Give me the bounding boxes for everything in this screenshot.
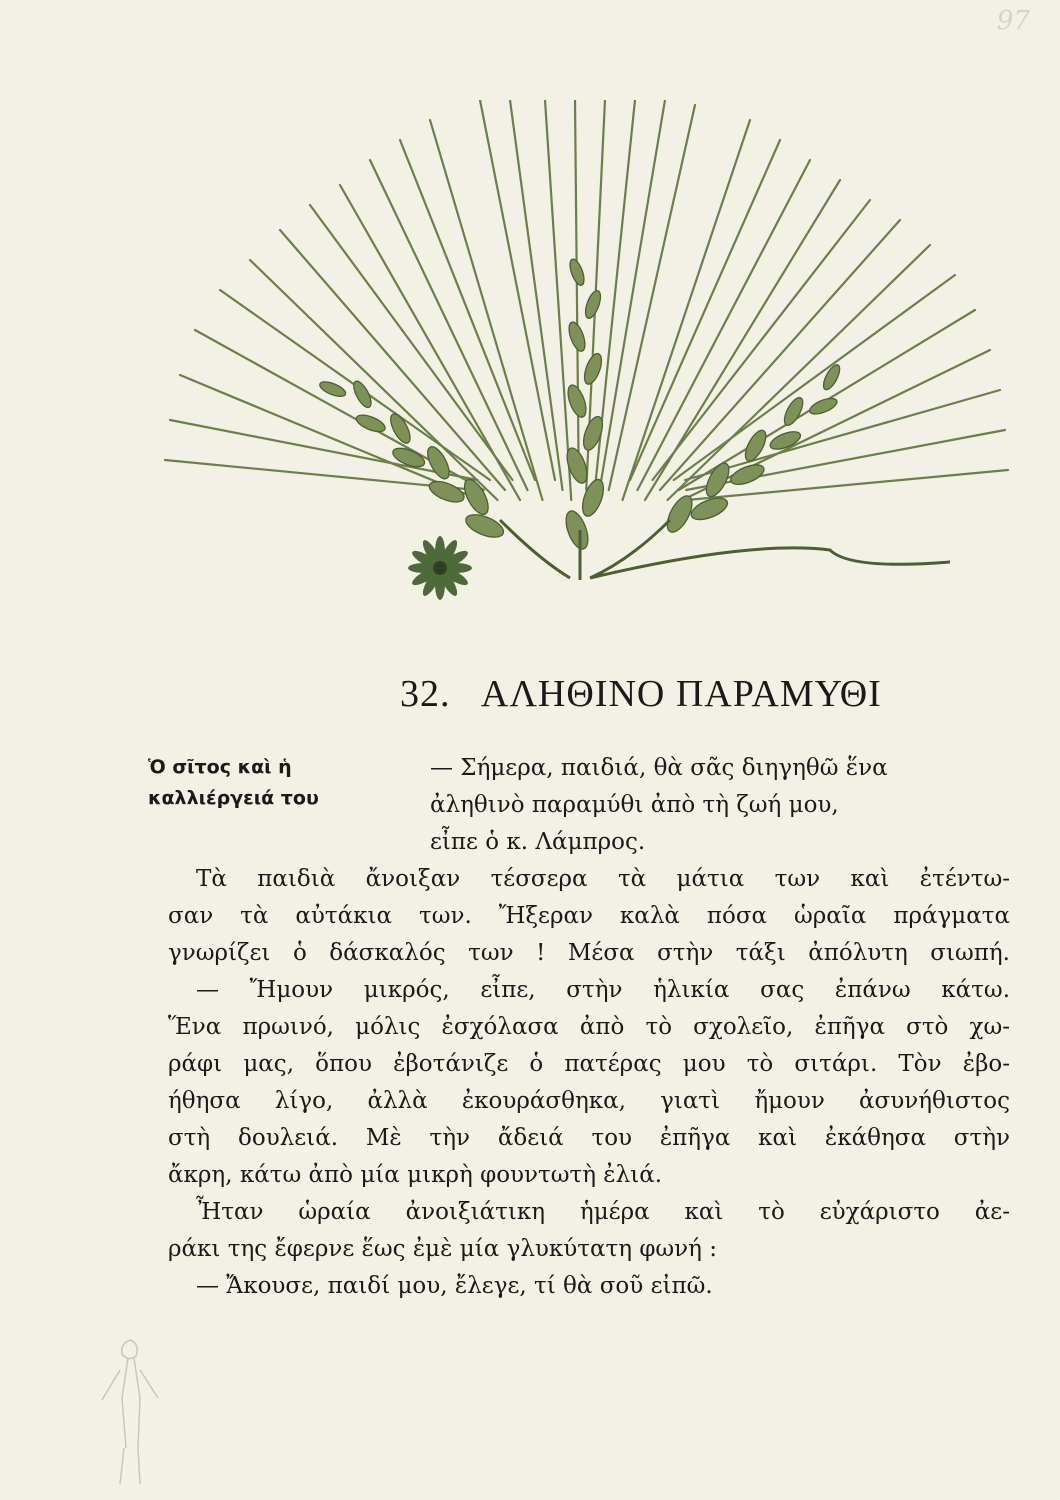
text-line: ήθησα λίγο, ἀλλὰ ἐκουράσθηκα, γιατὶ ἤμουν ἀσυνήθιστος: [168, 1088, 1010, 1114]
text-line: Ἦταν ὡραία ἀνοιξιάτικη ἡμέρα καὶ τὸ εὐχάριστο ἀε-: [196, 1199, 1010, 1225]
text-line: ράφι μας, ὅπου ἐβοτάνιζε ὁ πατέρας μου τὸ σιτάρι. Τὸν ἐβο-: [168, 1051, 1010, 1077]
paragraph: [168, 1268, 1010, 1305]
page-number: 97: [996, 6, 1030, 36]
wheat-grain: [564, 383, 589, 420]
text-line: στὴ δουλειά. Μὲ τὴν ἄδειά του ἐπῆγα καὶ ἐκάθησα στὴν: [168, 1125, 1010, 1151]
wheat-grain: [808, 395, 839, 417]
pencil-sketch-figure: [90, 1330, 170, 1490]
wheat-awn: [668, 245, 931, 500]
wheat-awn: [685, 390, 1000, 480]
wheat-grain: [820, 363, 843, 392]
paragraph: [168, 1194, 1010, 1268]
wheat-grain: [427, 477, 467, 506]
wheat-grain: [581, 351, 605, 386]
wheat-awn: [630, 140, 780, 480]
wheat-grain: [567, 257, 587, 287]
chapter-number: 32.: [400, 673, 451, 715]
wheat-grain: [318, 379, 348, 399]
body-text: [168, 750, 1010, 1305]
chapter-title: ΑΛΗΘΙΝΟ ΠΑΡΑΜΥΘΙ: [480, 673, 882, 715]
wheat-grain: [354, 412, 387, 435]
wheat-grain: [582, 289, 603, 320]
text-line: Ἕνα πρωινό, μόλις ἐσχόλασα ἀπὸ τὸ σχολεῖο, ἐπῆγα στὸ χω-: [168, 1014, 1010, 1040]
text-line: — Ἄκουσε, παιδί μου, ἔλεγε, τί θὰ σοῦ εἰπῶ.: [196, 1273, 713, 1299]
wheat-grain: [423, 444, 453, 482]
wheat-ears-icon: [150, 100, 1010, 600]
text-line: σαν τὰ αὐτάκια των. Ἤξεραν καλὰ πόσα ὡραῖα πράγματα: [168, 903, 1010, 929]
flower-center: [433, 561, 447, 575]
chapter-heading: [400, 672, 882, 716]
wheat-grain: [702, 460, 734, 500]
text-line: γνωρίζει ὁ δάσκαλός των ! Μέσα στὴν τάξι ἀπόλυτη σιωπή.: [168, 940, 1010, 966]
margin-note-line: Ὁ σῖτος καὶ ἡ: [148, 756, 292, 778]
text-line: ἀληθινὸ παραμύθι ἀπὸ τὴ ζωή μου,: [430, 792, 839, 818]
text-line: ράκι της ἔφερνε ἕως ἐμὲ μία γλυκύτατη φωνή :: [168, 1236, 718, 1262]
text-line: — Σήμερα, παιδιά, θὰ σᾶς διηγηθῶ ἕνα: [430, 755, 888, 781]
paragraph: [168, 750, 1010, 861]
text-line: Τὰ παιδιὰ ἄνοιξαν τέσσερα τὰ μάτια των καὶ ἐτέντω-: [196, 866, 1010, 892]
wheat-awn: [575, 100, 579, 480]
wheat-awn: [674, 275, 955, 480]
text-line: εἶπε ὁ κ. Λάμπρος.: [430, 829, 646, 855]
wheat-grain: [566, 320, 588, 353]
wheat-awn: [545, 100, 571, 500]
text-line: — Ἤμουν μικρός, εἶπε, στὴν ἡλικία σας ἐπάνω κάτω.: [196, 977, 1010, 1003]
wheat-grain: [580, 414, 606, 452]
wheat-awn: [400, 140, 535, 480]
text-line: ἄκρη, κάτω ἀπὸ μία μικρὴ φουντωτὴ ἐλιά.: [168, 1162, 663, 1188]
paragraph: [168, 972, 1010, 1194]
wheat-grain: [460, 476, 493, 518]
wheat-ear: [653, 356, 863, 551]
wheat-grain: [350, 379, 374, 410]
paragraph: [168, 861, 1010, 972]
margin-note-line: καλλιέργειά του: [148, 787, 319, 809]
wheat-ear: [562, 257, 608, 551]
